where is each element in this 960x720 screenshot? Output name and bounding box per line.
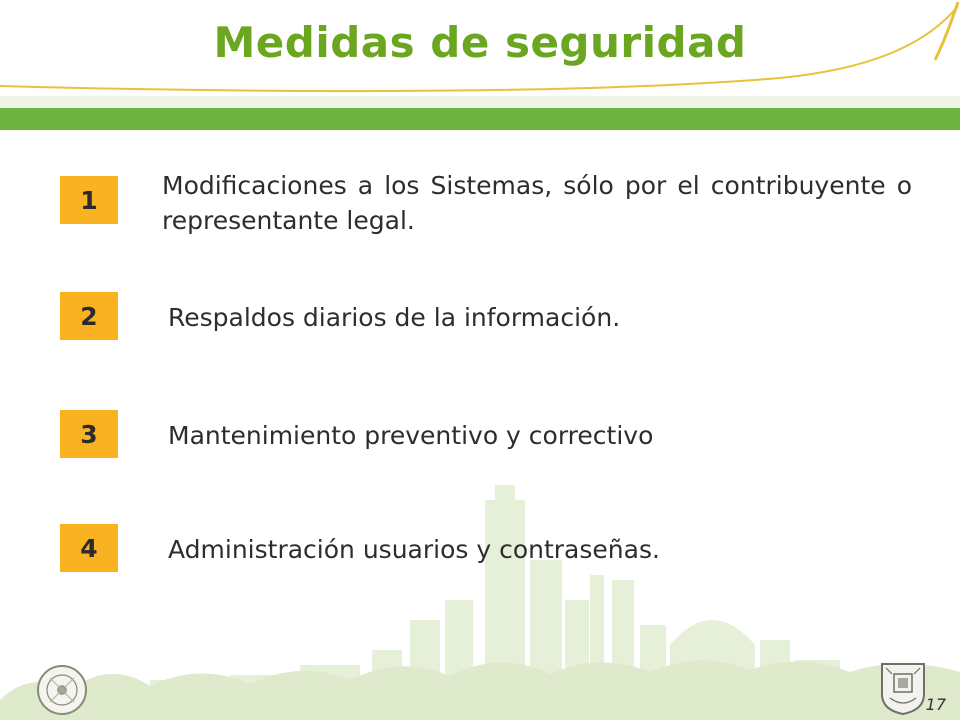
coat-of-arms-logo xyxy=(878,660,928,716)
header-band xyxy=(0,108,960,130)
foliage-band xyxy=(0,660,960,720)
item-number-badge: 1 xyxy=(60,176,118,224)
item-text: Mantenimiento preventivo y correctivo xyxy=(168,421,654,450)
equidad-seal-logo xyxy=(36,664,88,716)
item-text: Respaldos diarios de la información. xyxy=(168,303,621,332)
item-number-badge: 2 xyxy=(60,292,118,340)
header-band-shadow xyxy=(0,96,960,108)
slide-title: Medidas de seguridad xyxy=(213,18,747,67)
item-number-badge: 4 xyxy=(60,524,118,572)
item-number-badge: 3 xyxy=(60,410,118,458)
item-text: Modificaciones a los Sistemas, sólo por el contribuyente o representante legal. xyxy=(162,171,912,235)
page-number: 17 xyxy=(925,695,946,714)
item-text: Administración usuarios y contraseñas. xyxy=(168,535,660,564)
